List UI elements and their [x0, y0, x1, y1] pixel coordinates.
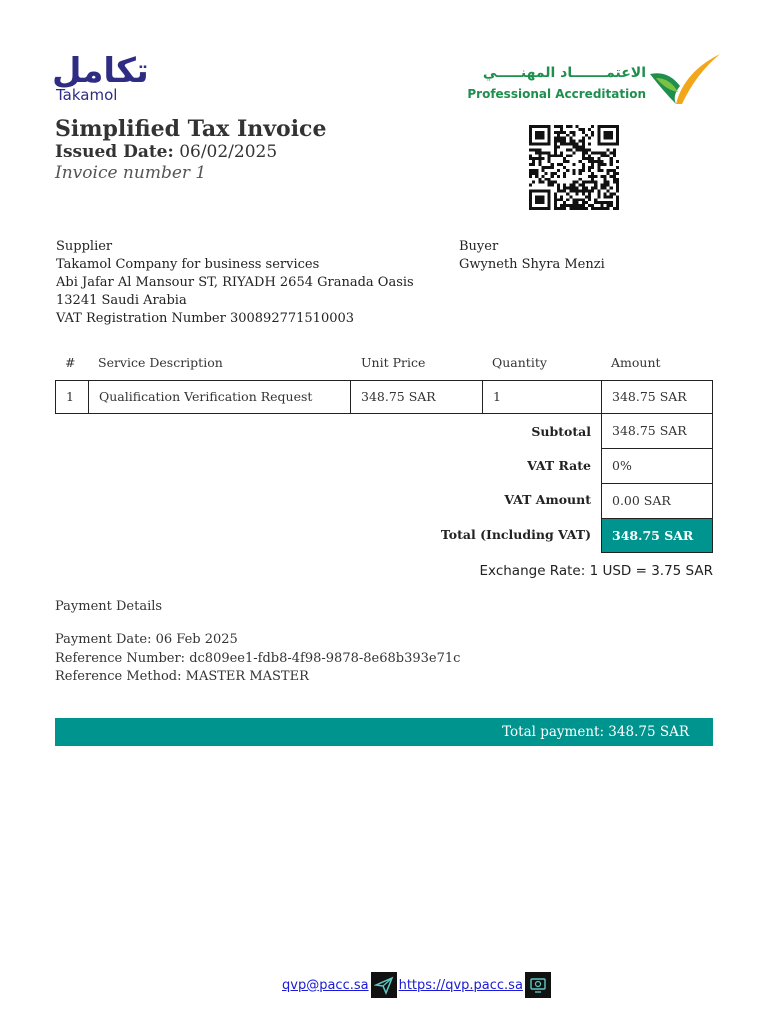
payment-reference-number: Reference Number: dc809ee1-fdb8-4f98-9878-8e68b393e71c — [55, 650, 461, 666]
buyer-name: Gwyneth Shyra Menzi — [459, 257, 605, 272]
column-header-unit-price: Unit Price — [361, 355, 426, 370]
vat-amount-label: VAT Amount — [504, 492, 591, 507]
issued-date — [55, 141, 277, 163]
paper-plane-icon — [371, 972, 397, 998]
pacc-emblem-icon — [646, 52, 722, 108]
website-link[interactable]: https://qvp.pacc.sa — [398, 977, 523, 993]
payment-date: Payment Date: 06 Feb 2025 — [55, 632, 238, 647]
column-header-description: Service Description — [98, 355, 223, 370]
total-value: 348.75 SAR — [601, 518, 713, 553]
takamol-logo-english: Takamol — [56, 86, 118, 104]
invoice-title: Simplified Tax Invoice — [55, 116, 327, 142]
pacc-logo-english: Professional Accreditation — [467, 87, 646, 101]
column-header-amount: Amount — [611, 355, 661, 370]
issued-date-value: 06/02/2025 — [179, 142, 278, 162]
pacc-logo — [467, 52, 730, 112]
buyer-heading: Buyer — [459, 239, 499, 254]
row-amount-cell: 348.75 SAR — [601, 380, 713, 414]
supplier-address-line2: 13241 Saudi Arabia — [56, 293, 187, 308]
subtotal-label: Subtotal — [531, 424, 591, 439]
footer-links — [282, 972, 553, 998]
vat-rate-value: 0% — [601, 448, 713, 484]
payment-reference-method: Reference Method: MASTER MASTER — [55, 669, 309, 684]
buyer-block — [459, 238, 605, 274]
row-quantity-cell: 1 — [482, 380, 602, 414]
monitor-icon — [525, 972, 551, 998]
supplier-vat-number: VAT Registration Number 300892771510003 — [56, 311, 355, 326]
supplier-block — [56, 238, 414, 328]
vat-amount-value: 0.00 SAR — [601, 483, 713, 519]
supplier-heading: Supplier — [56, 239, 113, 254]
row-description-cell: Qualification Verification Request — [88, 380, 351, 414]
vat-rate-label: VAT Rate — [527, 458, 591, 473]
payment-details-heading: Payment Details — [55, 599, 163, 614]
total-label: Total (Including VAT) — [440, 527, 591, 542]
email-link[interactable]: qvp@pacc.sa — [282, 977, 369, 993]
exchange-rate: Exchange Rate: 1 USD = 3.75 SAR — [479, 563, 713, 579]
supplier-address-line1: Abi Jafar Al Mansour ST, RIYADH 2654 Granada Oasis — [56, 275, 414, 290]
row-unit-price-cell: 348.75 SAR — [350, 380, 483, 414]
takamol-logo — [52, 52, 162, 108]
payment-details — [55, 631, 460, 687]
row-number-cell: 1 — [55, 380, 89, 414]
column-header-quantity: Quantity — [492, 355, 547, 370]
takamol-logo-arabic: تكامل — [52, 51, 149, 91]
invoice-number: Invoice number 1 — [55, 163, 207, 183]
qr-code — [529, 125, 619, 210]
column-header-number: # — [65, 355, 76, 370]
total-payment-bar: Total payment: 348.75 SAR — [55, 718, 713, 746]
pacc-logo-arabic: الاعتمـــــــاد المهنـــــي — [482, 65, 646, 81]
subtotal-value: 348.75 SAR — [601, 413, 713, 449]
supplier-name: Takamol Company for business services — [56, 257, 320, 272]
issued-date-label: Issued Date: — [55, 142, 174, 162]
